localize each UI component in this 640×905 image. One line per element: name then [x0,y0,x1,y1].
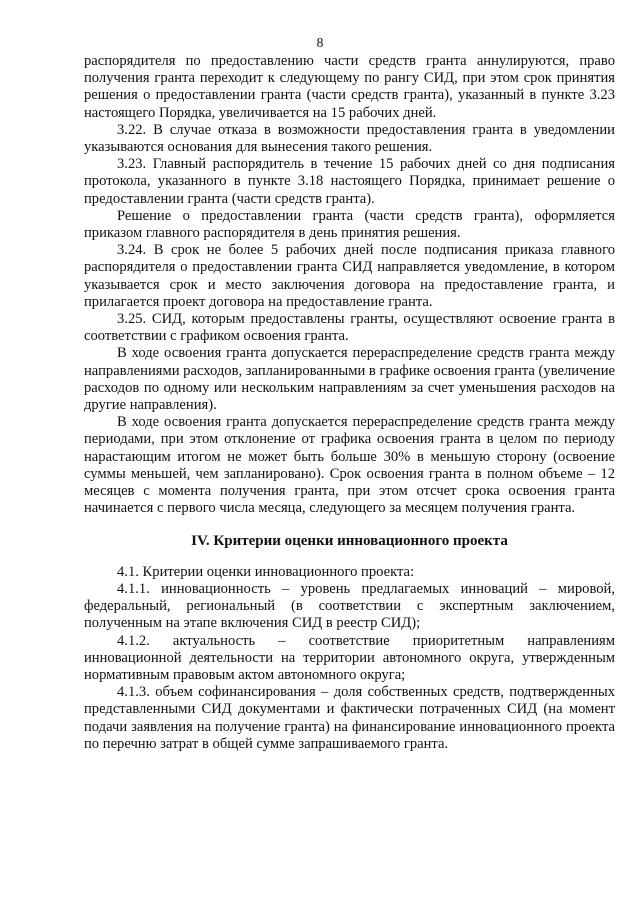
paragraph-3-22: 3.22. В случае отказа в возможности предоставления гранта в уведомлении указываются основания для вынесения такого решения. [84,121,615,156]
paragraph-4-1: 4.1. Критерии оценки инновационного проекта: [117,563,415,580]
page-number: 8 [316,35,324,50]
paragraph-3-23: 3.23. Главный распорядитель в течение 15 рабочих дней со дня подписания протокола, указанного в пункте 3.18 настоящего Порядка, принимает решение о предоставлении гранта (части средств гранта). [84,156,615,207]
spacer [84,551,615,564]
paragraph-3-25: 3.25. СИД, которым предоставлены гранты, осуществляют освоение гранта в соответствии с графиком освоения гранта. [84,311,615,345]
paragraph-3-24: 3.24. В срок не более 5 рабочих дней после подписания приказа главного распорядителя о предоставлении гранта СИД направляется уведомление, в котором указывается срок и место заключения договора на предоставление гранта, и прилагается проект договора на предоставление гранта. [84,242,615,310]
paragraph-4-1-2: 4.1.2. актуальность – соответствие приоритетным направлениям инновационной деятельности на территории автономного округа, утвержденным нормативным правовым актом автономного округа; [84,632,615,683]
document-body [84,53,615,753]
spacer [84,517,615,533]
paragraph-4-1-3: 4.1.3. объем софинансирования – доля собственных средств, подтвержденных представленными СИД документами и фактически потраченных СИД (на момент подачи заявления на получение гранта) на финансирование инновационного проекта по перечню затрат в общей сумме запрашиваемого гранта. [84,684,615,752]
paragraph-4-1-1: 4.1.1. инновационность – уровень предлагаемых инноваций – мировой, федеральный, региональный (в соответствии с экспертным заключением, полученным на этапе включения СИД в реестр СИД); [84,580,615,632]
paragraph-redistribution-periods: В ходе освоения гранта допускается перераспределение средств гранта между периодами, при этом отклонение от графика освоения гранта в целом по периоду нарастающим итогом не может быть больше 30% в меньшую сторону (освоение суммы меньшей, чем запланировано). Срок освоения гранта в полном объеме – 12 месяцев с момента получения гранта, при этом отсчет срока освоения гранта начинается с первого числа месяца, следующего за месяцем получения гранта. [84,414,615,517]
paragraph-redistribution-directions: В ходе освоения гранта допускается перераспределение средств гранта между направлениями расходов, запланированными в графике освоения гранта (увеличение расходов по одному или нескольким направлениям за счет уменьшения расходов на другие направления). [84,345,615,414]
paragraph-continuation: распорядителя по предоставлению части средств гранта аннулируются, право получения гранта переходит к следующему по рангу СИД, при этом срок принятия решения о предоставлении гранта (части средств гранта), указанный в пункте 3.23 настоящего Порядка, увеличивается на 15 рабочих дней. [84,53,615,121]
paragraph-decision-order: Решение о предоставлении гранта (части средств гранта), оформляется приказом главного распорядителя в день принятия решения. [84,207,615,242]
section-heading: IV. Критерии оценки инновационного проекта [191,533,508,550]
